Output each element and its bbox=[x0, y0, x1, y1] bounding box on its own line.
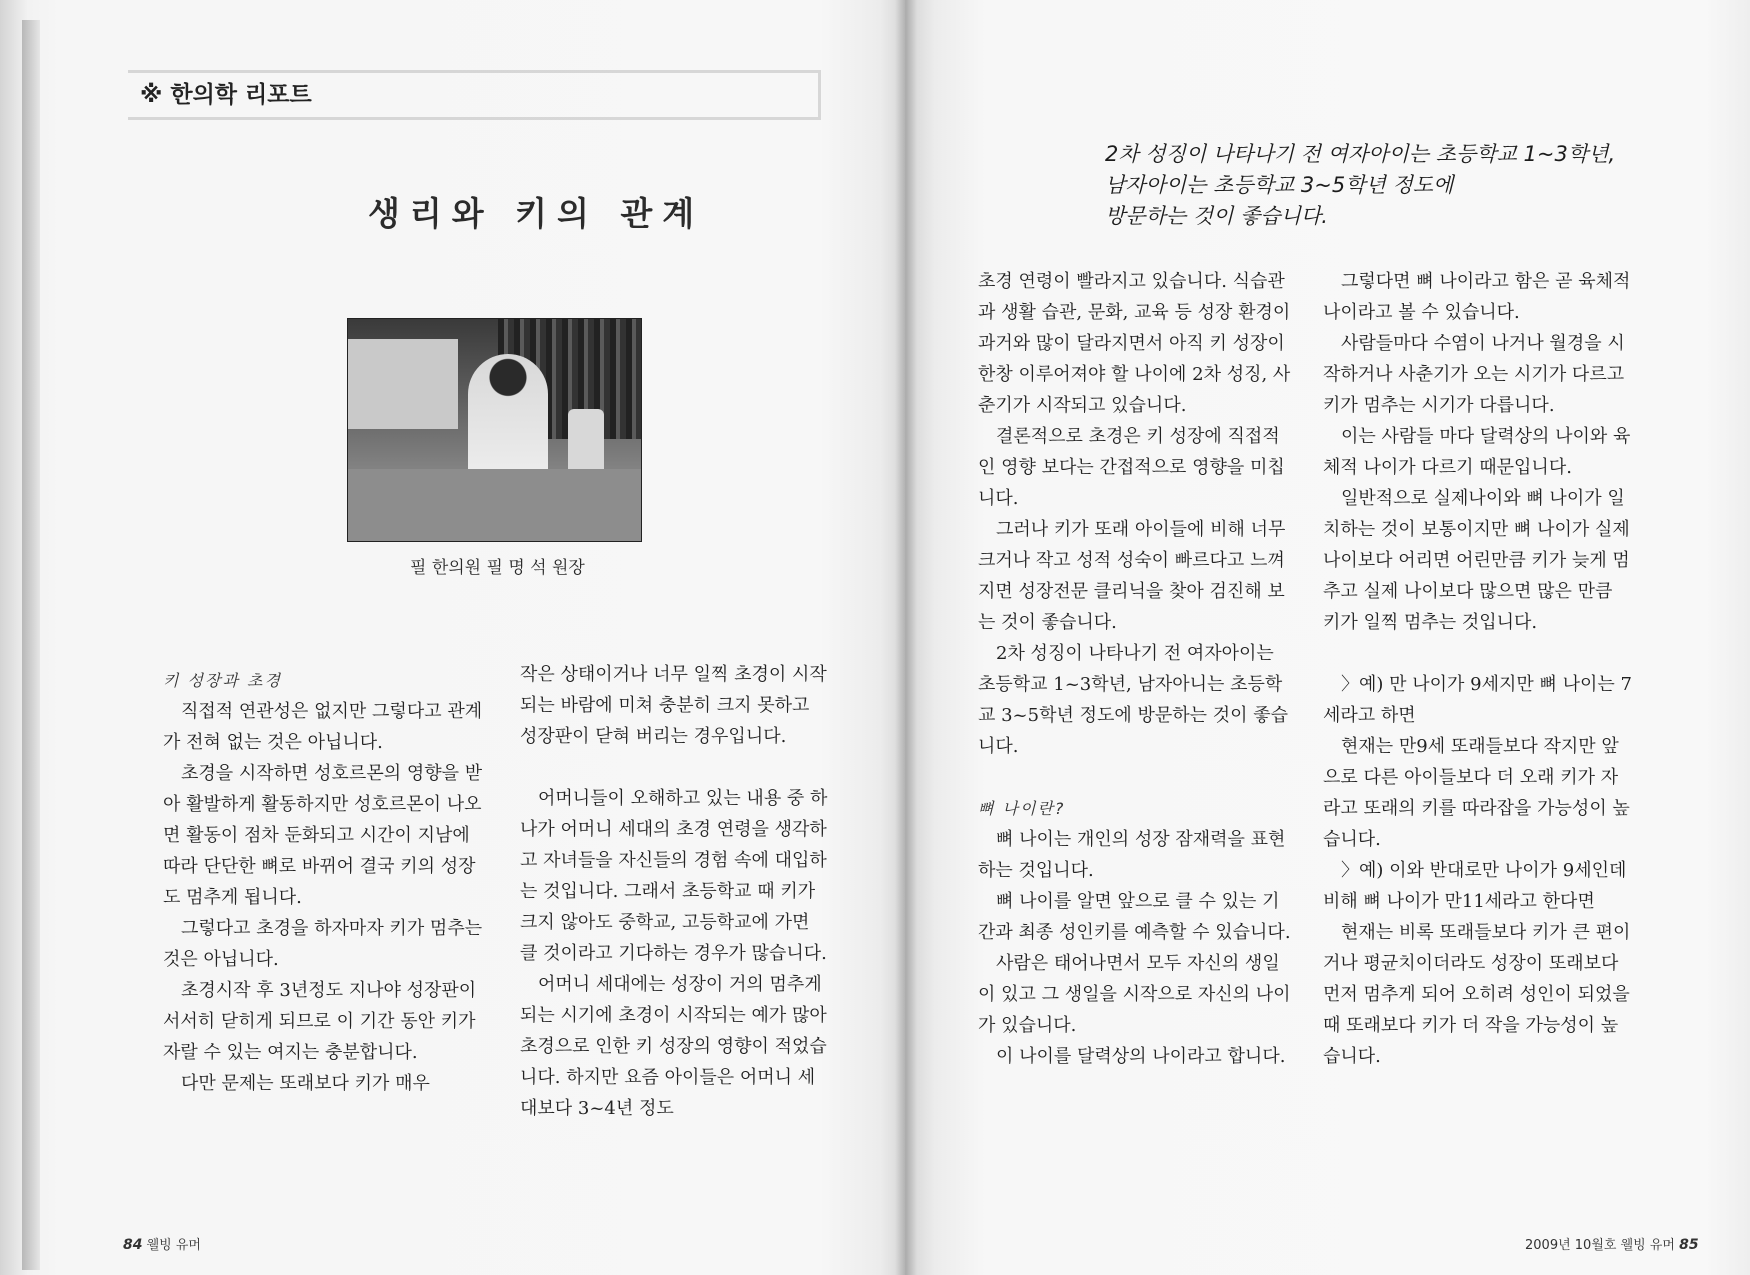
page-edge bbox=[22, 20, 40, 1270]
paragraph: 어머니 세대에는 성장이 거의 멈추게 되는 시기에 초경이 시작되는 예가 많아 초경으로 인한 키 성장의 영향이 적었습니다. 하지만 요즘 아이들은 어머니 세대보다 3~4년 정도 bbox=[520, 974, 827, 1119]
magazine-name: 웰빙 유머 bbox=[1620, 1238, 1675, 1253]
left-folio bbox=[123, 1234, 201, 1253]
paragraph: 이는 사람들 마다 달력상의 나이와 육체적 나이가 다르기 때문입니다. bbox=[1323, 426, 1631, 478]
page-number: 84 bbox=[123, 1237, 143, 1253]
paragraph: 어머니들이 오해하고 있는 내용 중 하나가 어머니 세대의 초경 연령을 생각하고 자녀들을 자신들의 경험 속에 대입하는 것입니다. 그래서 초등학교 때 키가 크지 않아도 중학교, 고등학교에 가면 클 것이라고 기다하는 경우가 많습니다. bbox=[520, 788, 828, 964]
doctor-photo bbox=[347, 318, 642, 542]
paragraph: 초경 연령이 빨라지고 있습니다. 식습관과 생활 습관, 문화, 교육 등 성장 환경이 과거와 많이 달라지면서 아직 키 성장이 한창 이루어져야 할 나이에 2차 성징, 사춘기가 시작되고 있습니다. bbox=[978, 271, 1291, 416]
issue-date: 2009년 10월호 bbox=[1525, 1238, 1617, 1253]
pull-quote-line: 2차 성징이 나타나기 전 여자아이는 초등학교 1~3학년, bbox=[1105, 142, 1616, 166]
paragraph: 직접적 연관성은 없지만 그렇다고 관계가 전혀 없는 것은 아닙니다. bbox=[163, 701, 483, 753]
paragraph: 초경을 시작하면 성호르몬의 영향을 받아 활발하게 활동하지만 성호르몬이 나오면 활동이 점차 둔화되고 시간이 지남에 따라 단단한 뼈로 바뀌어 결국 키의 성장도 멈추게 됩니다. bbox=[163, 763, 483, 908]
pull-quote-line: 방문하는 것이 좋습니다. bbox=[1105, 204, 1328, 228]
paragraph: 사람들마다 수염이 나거나 월경을 시작하거나 사춘기가 오는 시기가 다르고 키가 멈추는 시기가 다릅니다. bbox=[1323, 333, 1625, 416]
photo-caption: 필 한의원 필 명 석 원장 bbox=[410, 558, 585, 578]
section-label: ※ 한의학 리포트 bbox=[140, 82, 312, 108]
paragraph: 다만 문제는 또래보다 키가 매우 bbox=[181, 1073, 430, 1094]
example: 〉예) 만 나이가 9세지만 뼈 나이는 7세라고 하면 bbox=[1323, 674, 1632, 726]
pull-quote bbox=[1105, 139, 1665, 232]
column-4 bbox=[1323, 266, 1633, 1072]
column-1 bbox=[163, 665, 485, 1099]
column-2 bbox=[520, 659, 830, 1124]
paragraph: 이 나이를 달력상의 나이라고 합니다. bbox=[996, 1046, 1286, 1067]
book-spine-shadow bbox=[895, 0, 917, 1275]
magazine-name: 웰빙 유머 bbox=[146, 1238, 201, 1253]
paragraph: 뼈 나이는 개인의 성장 잠재력을 표현하는 것입니다. bbox=[978, 829, 1286, 881]
column-3 bbox=[978, 266, 1293, 1072]
right-page bbox=[905, 0, 1750, 1275]
example: 〉예) 이와 반대로만 나이가 9세인데 비해 뼈 나이가 만11세라고 한다면 bbox=[1323, 860, 1627, 912]
article-title: 생리와 키의 관계 bbox=[368, 194, 705, 233]
paragraph: 현재는 비록 또래들보다 키가 큰 편이거나 평균치이더라도 성장이 또래보다 먼저 멈추게 되어 오히려 성인이 되었을 때 또래보다 키가 더 작을 가능성이 높습니다. bbox=[1323, 922, 1631, 1067]
paragraph: 초경시작 후 3년정도 지나야 성장판이 서서히 닫히게 되므로 이 기간 동안 키가 자랄 수 있는 여지는 충분합니다. bbox=[163, 980, 477, 1063]
subheading: 뼈 나이란? bbox=[978, 799, 1066, 818]
right-folio bbox=[1525, 1234, 1699, 1253]
paragraph: 2차 성징이 나타나기 전 여자아이는 초등학교 1~3학년, 남자아니는 초등학교 3~5학년 정도에 방문하는 것이 좋습니다. bbox=[978, 643, 1289, 757]
paragraph: 그렇다고 초경을 하자마자 키가 멈추는 것은 아닙니다. bbox=[163, 918, 483, 970]
paragraph: 그러나 키가 또래 아이들에 비해 너무 크거나 작고 성적 성숙이 빠르다고 느껴지면 성장전문 클리닉을 찾아 검진해 보는 것이 좋습니다. bbox=[978, 519, 1286, 633]
paragraph: 사람은 태어나면서 모두 자신의 생일이 있고 그 생일을 시작으로 자신의 나이가 있습니다. bbox=[978, 953, 1291, 1036]
paragraph: 현재는 만9세 또래들보다 작지만 앞으로 다른 아이들보다 더 오래 키가 자라고 또래의 키를 따라잡을 가능성이 높습니다. bbox=[1323, 736, 1630, 850]
paragraph: 뼈 나이를 알면 앞으로 클 수 있는 기간과 최종 성인키를 예측할 수 있습니다. bbox=[978, 891, 1291, 943]
paragraph: 일반적으로 실제나이와 뼈 나이가 일치하는 것이 보통이지만 뼈 나이가 실제 나이보다 어리면 어린만큼 키가 늦게 멈추고 실제 나이보다 많으면 많은 만큼 키가 일찍 멈추는 것입니다. bbox=[1323, 488, 1630, 633]
page-number: 85 bbox=[1679, 1237, 1699, 1253]
paragraph: 작은 상태이거나 너무 일찍 초경이 시작되는 바람에 미쳐 충분히 크지 못하고 성장판이 닫혀 버리는 경우입니다. bbox=[520, 664, 827, 747]
paragraph: 결론적으로 초경은 키 성장에 직접적인 영향 보다는 간접적으로 영향을 미칩니다. bbox=[978, 426, 1285, 509]
subheading: 키 성장과 초경 bbox=[163, 671, 282, 690]
paragraph: 그렇다면 뼈 나이라고 함은 곧 육체적 나이라고 볼 수 있습니다. bbox=[1323, 271, 1631, 323]
pull-quote-line: 남자아이는 초등학교 3~5학년 정도에 bbox=[1105, 173, 1454, 197]
